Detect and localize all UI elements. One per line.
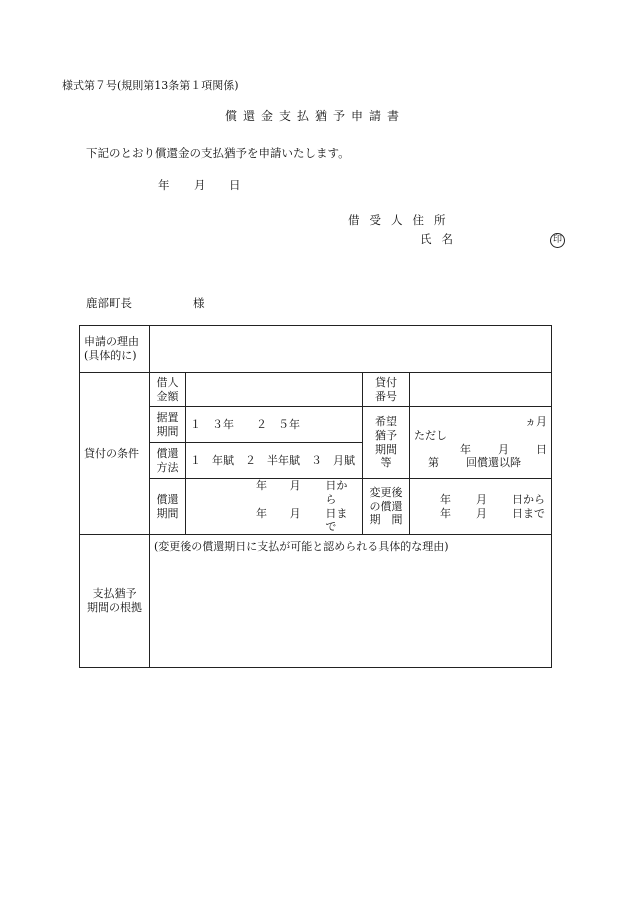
seal-mark: 印 [550,233,565,248]
repay-period-label-2: 期間 [156,506,179,520]
borrower-address-label: 借受人住所 [348,213,456,227]
desired-label-4: 等 [380,456,392,470]
repay-method-label-2: 方法 [156,460,179,474]
desired-proviso: ただし [414,428,447,442]
desired-from-suffix: 回償還以降 [466,456,521,470]
loan-conditions-label: 貸付の条件 [84,446,139,460]
desired-year: 年 [460,442,471,456]
repay-period-from-month: 月 [289,479,301,492]
desired-period-field[interactable] [410,407,552,479]
loan-amount-label-2: 金額 [156,389,179,403]
loan-conditions-label-cell [80,373,150,535]
deferment-row [80,407,552,443]
repay-period-from-year: 年 [256,479,267,492]
changed-period-to [414,507,547,521]
borrower-name-label: 氏名 [420,232,463,246]
loan-number-label-1: 貸付 [375,375,397,389]
deferment-label-2: 期間 [156,424,179,438]
repay-period-label-1: 償還 [156,492,179,506]
basis-row [80,535,552,668]
loan-number-label-2: 番号 [375,389,397,403]
changed-period-from [414,493,547,507]
repay-method-options[interactable]: １ 年賦 ２ 半年賦 ３ 月賦 [186,443,363,479]
changed-label-2: の償還 [369,499,403,513]
repay-period-label-cell [150,479,186,535]
repay-period-to-year: 年 [256,506,267,520]
repay-period-from [190,479,358,507]
reason-field[interactable] [150,326,552,373]
repay-method-label-cell [150,443,186,479]
loan-amount-label-cell [150,373,186,407]
changed-label-1: 変更後 [369,485,403,499]
basis-note: (変更後の償還期日に支払が可能と認められる具体的な理由) [154,540,449,553]
reason-label-cell [80,326,150,373]
intro-text: 下記のとおり償還金の支払猶予を申請いたします。 [86,146,350,160]
repay-method-label-1: 償還 [156,446,179,460]
deferment-options[interactable]: １ ３年 ２ ５年 [186,407,363,443]
changed-period-from-day: 日から [512,492,545,506]
changed-period-from-month: 月 [476,492,487,506]
desired-label-2: 猶予 [375,428,397,442]
repay-period-to-day: 日まで [325,506,348,534]
desired-label-1: 希望 [375,415,397,428]
desired-month: 月 [498,442,509,456]
desired-from-prefix: 第 [428,456,439,470]
repay-period-from-day: 日から [325,479,348,506]
loan-amount-label-1: 借人 [156,375,179,389]
deferment-label-cell [150,407,186,443]
reason-row [80,326,552,373]
deferment-label-1: 据置 [156,410,179,424]
repay-period-to [190,507,358,535]
date-month-label: 月 [194,178,206,192]
desired-day: 日 [536,442,547,456]
date-day-label: 日 [229,178,241,192]
basis-label-1: 支払猶予 [92,587,137,601]
addressee: 鹿部町長 [86,296,132,310]
basis-field[interactable] [150,535,552,668]
reason-label-1: 申請の理由 [84,335,139,349]
desired-months: ヵ月 [525,415,547,428]
changed-period-field[interactable] [410,479,552,535]
repay-period-field[interactable] [186,479,363,535]
desired-from-row [414,456,547,470]
application-table [79,325,552,668]
reason-label-2: (具体的に) [84,349,137,362]
loan-number-field[interactable] [410,373,552,407]
desired-label-3: 期間 [375,442,397,456]
loan-amount-row [80,373,552,407]
repay-period-to-month: 月 [289,506,301,520]
loan-number-label-cell [363,373,410,407]
changed-period-to-year: 年 [440,506,451,520]
desired-date-row [414,443,547,457]
basis-label-2: 期間の根拠 [87,601,142,614]
repay-period-row [80,479,552,535]
changed-period-to-month: 月 [476,506,487,520]
loan-amount-field[interactable] [186,373,363,407]
changed-period-label-cell [363,479,410,535]
desired-label-cell [363,407,410,479]
honorific: 様 [193,296,205,310]
basis-label-cell [80,535,150,668]
form-number: 様式第７号(規則第13条第１項関係) [62,79,239,92]
date-year-label: 年 [158,178,170,192]
changed-period-from-year: 年 [440,492,451,506]
document-title: 償還金支払猶予申請書 [224,109,405,123]
changed-period-to-day: 日まで [512,506,545,520]
changed-label-3: 期 間 [369,513,403,527]
